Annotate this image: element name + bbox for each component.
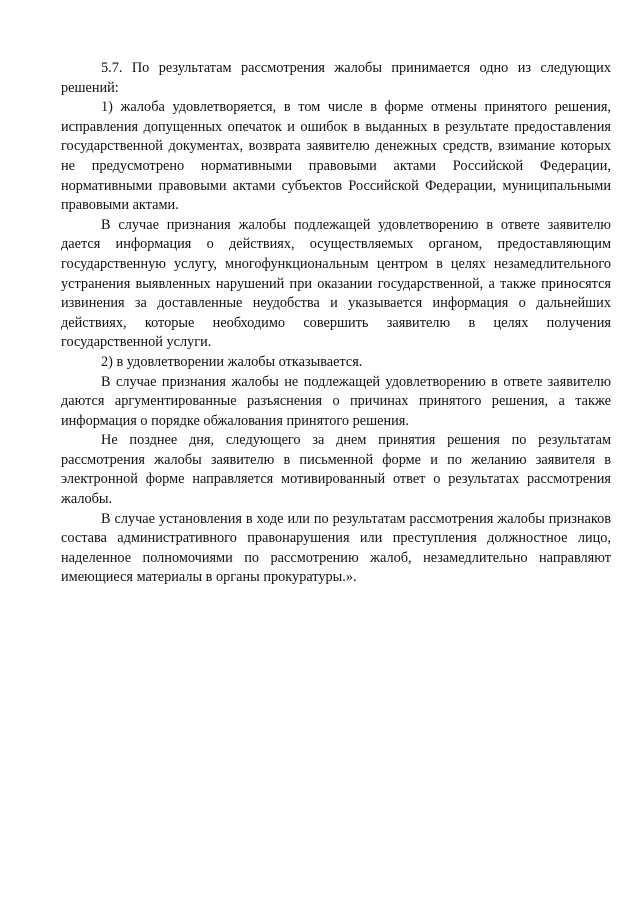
paragraph-prosecutor-referral: В случае установления в ходе или по результатам рассмотрения жалобы признаков состава административного правонарушения или преступления должностное лицо, наделенное полномочиями по рассмотрению жалоб, незамедлительно направляют имеющиеся материалы в органы прокуратуры.». <box>61 510 611 586</box>
document-body <box>61 59 611 588</box>
paragraph-item-1: 1) жалоба удовлетворяется, в том числе в форме отмены принятого решения, исправления допущенных опечаток и ошибок в выданных в результате предоставления государственной документах, возврата заявителю денежных средств, взимание которых не предусмотрено нормативными правовыми актами Российской Федерации, нормативными правовыми актами субъектов Российской Федерации, муниципальными правовыми актами. <box>61 99 611 214</box>
paragraph-satisfaction-case: В случае признания жалобы подлежащей удовлетворению в ответе заявителю дается информация о действиях, осуществляемых органом, предоставляющим государственную услугу, многофункциональным центром в целях незамедлительного устранения выявленных нарушений при оказании государственной, а также приносятся извинения за доставленные неудобства и указывается информация о дальнейших действиях, которые необходимо совершить заявителю в целях получения государственной услуги. <box>61 216 611 351</box>
paragraph-response-deadline: Не позднее дня, следующего за днем принятия решения по результатам рассмотрения жалобы заявителю в письменной форме и по желанию заявителя в электронной форме направляется мотивированный ответ о результатах рассмотрения жалобы. <box>61 432 611 508</box>
paragraph-item-2: 2) в удовлетворении жалобы отказывается. <box>101 353 363 370</box>
paragraph-refusal-case: В случае признания жалобы не подлежащей удовлетворению в ответе заявителю даются аргументированные разъяснения о причинах принятого решения, а также информация о порядке обжалования принятого решения. <box>61 373 611 429</box>
paragraph-5-7-intro: 5.7. По результатам рассмотрения жалобы принимается одно из следующих решений: <box>61 60 611 96</box>
